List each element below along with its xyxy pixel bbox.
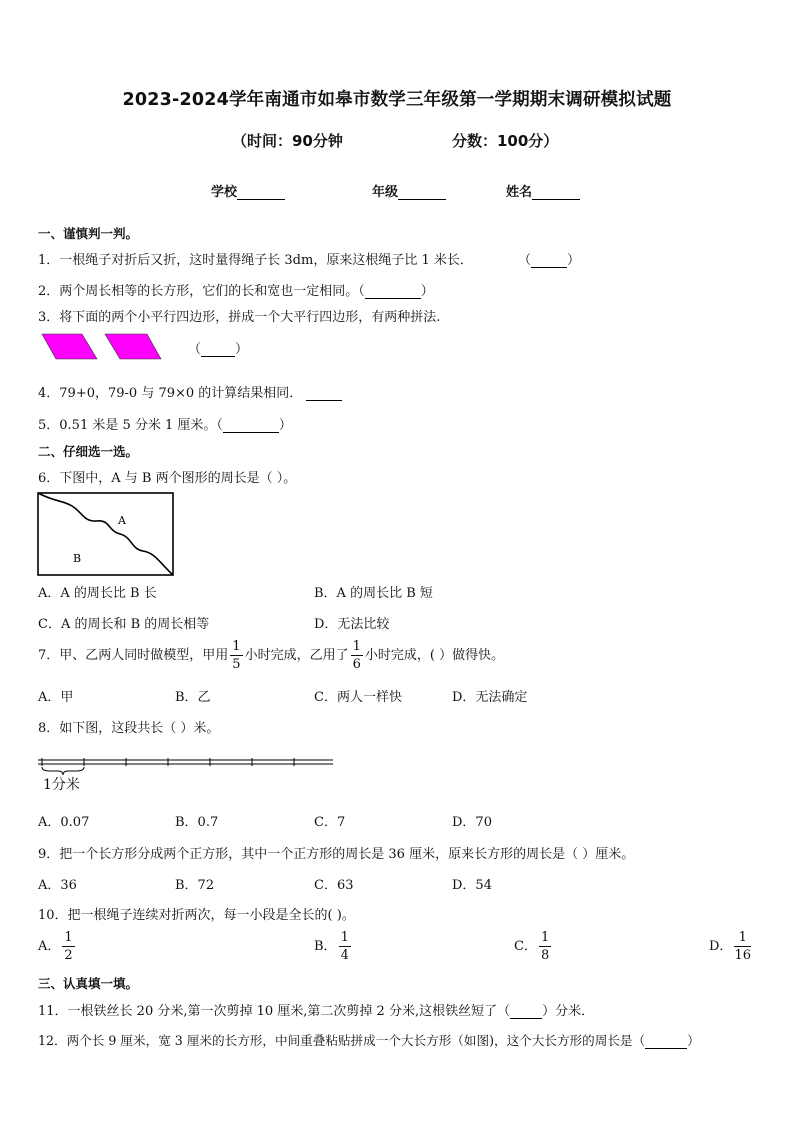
numerator: 1 xyxy=(64,930,73,945)
q6-label-b: B xyxy=(73,552,82,565)
question-3-text: 3．将下面的两个小平行四边形，拼成一个大平行四边形，有两种拼法. xyxy=(38,310,441,325)
q8-option-a[interactable]: A．0.07 xyxy=(38,815,90,830)
q9-option-a[interactable]: A．36 xyxy=(38,878,77,893)
question-4-text: 4．79+0，79-0 与 79×0 的计算结果相同． xyxy=(38,386,303,401)
section-2-heading: 二、仔细选一选。 xyxy=(38,444,139,459)
ruler-label: 1分米 xyxy=(43,777,80,793)
paren-open: （ xyxy=(188,342,202,357)
q10-option-a[interactable] xyxy=(38,931,77,962)
q6-option-c[interactable]: C．A 的周长和 B 的周长相等 xyxy=(38,617,210,632)
denominator: 2 xyxy=(64,948,73,963)
q7-option-c[interactable]: C．两人一样快 xyxy=(314,690,402,705)
denominator: 4 xyxy=(340,948,349,963)
q6-option-b[interactable]: B．A 的周长比 B 短 xyxy=(314,586,433,601)
numerator: 1 xyxy=(340,930,349,945)
question-9: 9．把一个长方形分成两个正方形，其中一个正方形的周长是 36 厘米，原来长方形的周长是（ ）厘米。 xyxy=(38,847,635,862)
paren-close: ） xyxy=(420,284,434,299)
denominator: 8 xyxy=(540,948,550,963)
section-3-heading: 三、认真填一填。 xyxy=(38,976,139,991)
question-6: 6．下图中，A 与 B 两个图形的周长是（ ）。 xyxy=(38,471,297,486)
denominator: 16 xyxy=(734,948,751,963)
paren-open: （ xyxy=(518,253,532,268)
q6-option-d[interactable]: D．无法比较 xyxy=(314,617,390,632)
option-label: C． xyxy=(514,939,537,954)
q8-option-c[interactable]: C．7 xyxy=(314,815,346,830)
denominator: 5 xyxy=(232,657,241,672)
question-8: 8．如下图，这段共长（ ）米。 xyxy=(38,721,220,736)
fraction-1-16 xyxy=(734,931,751,962)
q8-option-d[interactable]: D．70 xyxy=(452,815,492,830)
question-11 xyxy=(38,1000,594,1019)
fraction-1-4 xyxy=(339,931,351,962)
numerator: 1 xyxy=(232,639,241,654)
grade-label: 年级 xyxy=(372,185,399,200)
q8-option-b[interactable]: B．0.7 xyxy=(175,815,219,830)
q9-option-b[interactable]: B．72 xyxy=(175,878,215,893)
question-1-text: 1．一根绳子对折后又折，这时量得绳子长 3dm，原来这根绳子比 1 米长． xyxy=(38,253,473,268)
fraction-1-8 xyxy=(539,931,551,962)
q10-option-b[interactable] xyxy=(314,931,353,962)
q7-option-d[interactable]: D．无法确定 xyxy=(452,690,528,705)
option-label: A． xyxy=(38,939,61,954)
q6-option-a[interactable]: A．A 的周长比 B 长 xyxy=(38,586,157,601)
option-label: B． xyxy=(314,939,337,954)
question-2-text: 2．两个周长相等的长方形，它们的长和宽也一定相同。（ xyxy=(38,284,365,299)
option-label: D． xyxy=(709,939,733,954)
numerator: 1 xyxy=(734,931,751,947)
question-7-prefix: 7．甲、乙两人同时做模型，甲用 xyxy=(38,648,229,663)
q7-option-b[interactable]: B．乙 xyxy=(175,690,211,705)
paren-close: ） xyxy=(278,418,292,433)
question-7-suffix: 小时完成，( ）做得快。 xyxy=(364,648,505,663)
q10-option-d[interactable] xyxy=(709,931,753,962)
q6-label-a: A xyxy=(118,514,126,527)
question-7-middle: 小时完成，乙用了 xyxy=(244,648,349,663)
q9-option-c[interactable]: C．63 xyxy=(314,878,354,893)
answer-blank-11[interactable] xyxy=(510,1005,542,1019)
school-label: 学校 xyxy=(211,185,238,200)
question-11-suffix: ）分米． xyxy=(542,1004,595,1019)
numerator: 1 xyxy=(540,930,550,945)
exam-score: 分数：100分） xyxy=(452,132,559,150)
answer-blank-12[interactable] xyxy=(645,1035,687,1049)
paren-close: ） xyxy=(567,253,581,268)
fraction-1-2 xyxy=(62,931,74,962)
q9-option-d[interactable]: D．54 xyxy=(452,878,492,893)
page-title: 2023-2024学年南通市如皋市数学三年级第一学期期末调研模拟试题 xyxy=(122,90,672,110)
question-5-text: 5．0.51 米是 5 分米 1 厘米。（ xyxy=(38,418,223,433)
denominator: 6 xyxy=(352,657,361,672)
paren-close: ） xyxy=(235,342,249,357)
q10-option-c[interactable] xyxy=(514,931,553,962)
exam-time: （时间：90分钟 xyxy=(232,132,343,150)
numerator: 1 xyxy=(352,639,361,654)
section-1-heading: 一、谨慎判一判。 xyxy=(38,226,139,241)
question-12-suffix: ） xyxy=(687,1033,700,1048)
question-12 xyxy=(38,1030,700,1049)
name-label: 姓名 xyxy=(506,185,533,200)
q7-option-a[interactable]: A．甲 xyxy=(38,690,74,705)
question-11-text: 11．一根铁丝长 20 分米,第一次剪掉 10 厘米,第二次剪掉 2 分米,这根铁丝短了（ xyxy=(38,1004,511,1019)
question-12-text: 12．两个长 9 厘米，宽 3 厘米的长方形，中间重叠粘贴拼成一个大长方形（如图)，这个大长方形的周长是（ xyxy=(38,1033,646,1048)
question-10: 10．把一根绳子连续对折两次，每一小段是全长的( )。 xyxy=(38,908,355,923)
